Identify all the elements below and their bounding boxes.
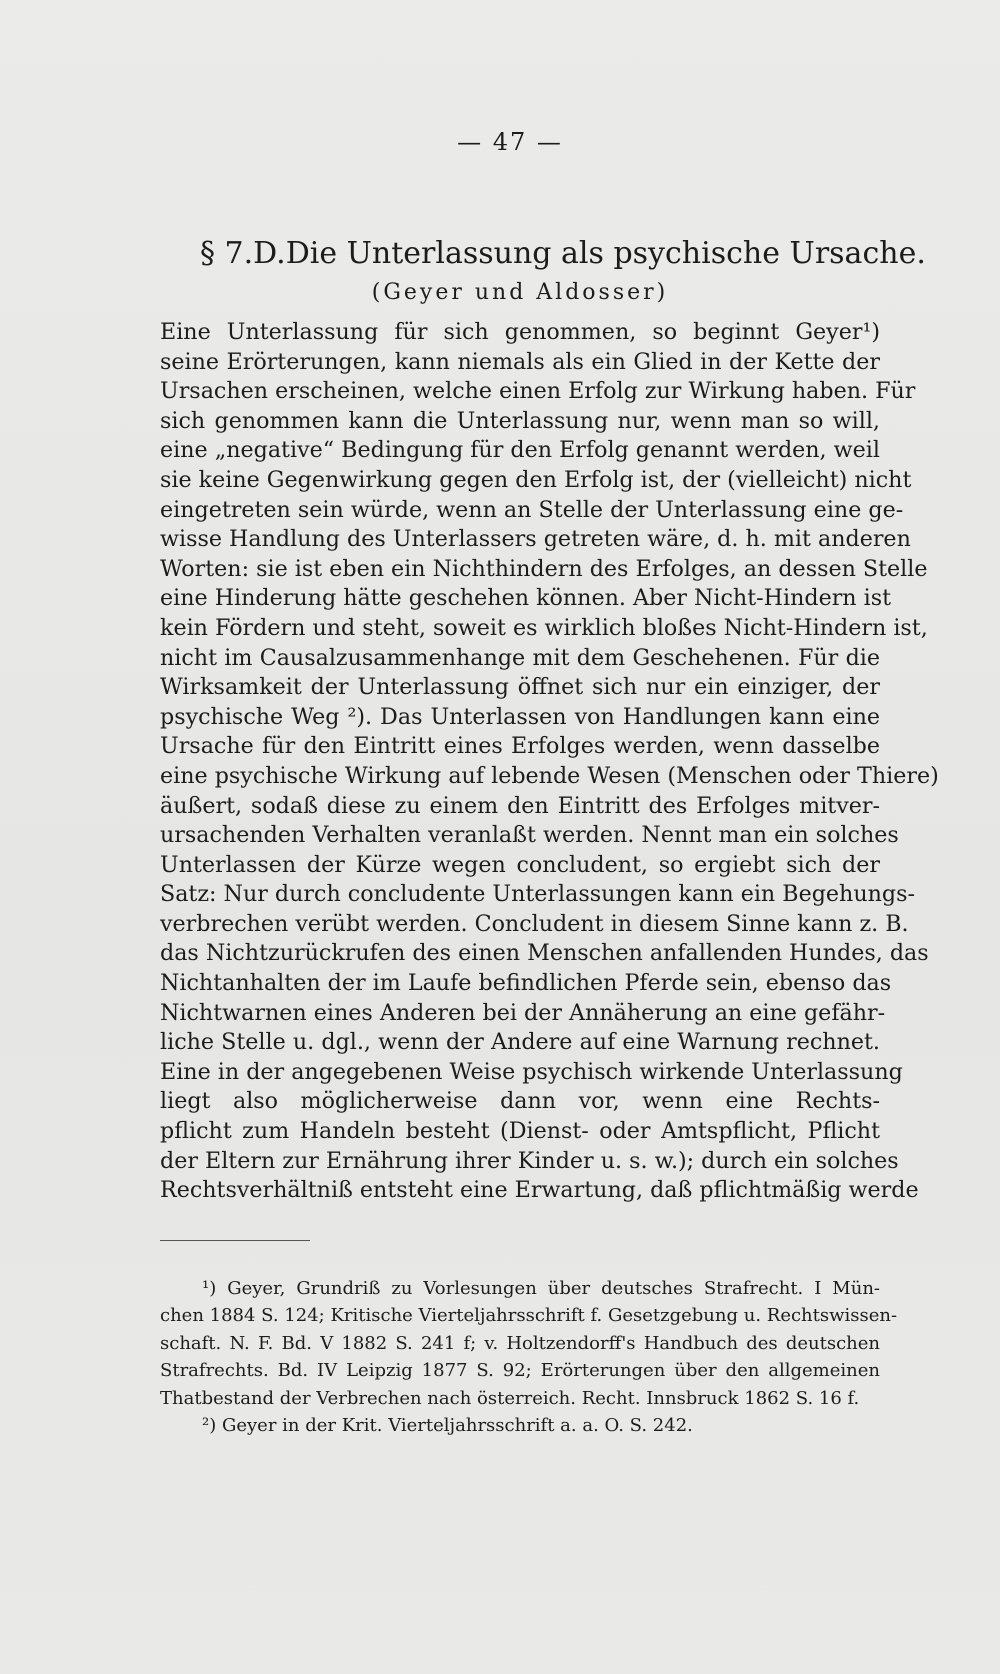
body-line: nicht im Causalzusammenhange mit dem Geschehenen. Für die (160, 644, 880, 671)
section-title: Die Unterlassung als psychische Ursache. (285, 236, 926, 271)
section-number: § 7. (200, 236, 254, 271)
footnote-1-line: schaft. N. F. Bd. V 1882 S. 241 f; v. Holtzendorff's Handbuch des deutschen (160, 1332, 880, 1354)
body-line: eine psychische Wirkung auf lebende Wesen (Menschen oder Thiere) (160, 762, 939, 789)
body-line: das Nichtzurückrufen des einen Menschen anfallenden Hundes, das (160, 940, 929, 967)
body-line: Eine in der angegebenen Weise psychisch wirkende Unterlassung (160, 1058, 903, 1085)
body-line: pflicht zum Handeln besteht (Dienst- oder Amtspflicht, Pflicht (160, 1118, 880, 1145)
body-line: äußert, sodaß diese zu einem den Eintritt des Erfolges mitver- (160, 792, 880, 819)
body-line: seine Erörterungen, kann niemals als ein Glied in der Kette der (160, 348, 880, 375)
footnote-divider (160, 1240, 310, 1241)
footnote-2: ²) Geyer in der Krit. Vierteljahrsschrift a. a. O. S. 242. (202, 1415, 693, 1437)
body-line: verbrechen verübt werden. Concludent in diesem Sinne kann z. B. (160, 910, 909, 937)
section-letter: D. (253, 236, 286, 271)
body-line: ursachenden Verhalten veranlaßt werden. Nennt man ein solches (160, 822, 899, 849)
body-line: Rechtsverhältniß entsteht eine Erwartung, daß pflichtmäßig werde (160, 1177, 919, 1204)
body-line: Worten: sie ist eben ein Nichthindern des Erfolges, an dessen Stelle (160, 555, 928, 582)
footnote-1-line: Thatbestand der Verbrechen nach österreich. Recht. Innsbruck 1862 S. 16 f. (160, 1387, 860, 1409)
footnotes (160, 1275, 898, 1440)
body-line: der Eltern zur Ernährung ihrer Kinder u. s. w.); durch ein solches (160, 1147, 899, 1174)
body-line: sich genommen kann die Unterlassung nur, wenn man so will, (160, 407, 880, 434)
body-line: Ursache für den Eintritt eines Erfolges werden, wenn dasselbe (160, 733, 880, 760)
body-line: eine „negative“ Bedingung für den Erfolg genannt werden, weil (160, 437, 880, 464)
body-line: Wirksamkeit der Unterlassung öffnet sich nur ein einziger, der (160, 674, 880, 701)
body-line: Nichtwarnen eines Anderen bei der Annäherung an eine gefähr- (160, 999, 886, 1026)
section-heading (160, 236, 926, 272)
section-subtitle: (Geyer und Aldosser) (371, 280, 669, 305)
body-line: eingetreten sein würde, wenn an Stelle der Unterlassung eine ge- (160, 496, 904, 523)
body-line: sie keine Gegenwirkung gegen den Erfolg ist, der (vielleicht) nicht (160, 466, 912, 493)
body-line: liegt also möglicherweise dann vor, wenn eine Rechts- (160, 1088, 880, 1115)
body-line: wisse Handlung des Unterlassers getreten wäre, d. h. mit anderen (160, 526, 911, 553)
body-line: Satz: Nur durch concludente Unterlassungen kann ein Begehungs- (160, 881, 915, 908)
body-line: Eine Unterlassung für sich genommen, so beginnt Geyer¹) (160, 319, 880, 345)
body-line: Nichtanhalten der im Laufe befindlichen Pferde sein, ebenso das (160, 970, 892, 997)
body-line: Unterlassen der Kürze wegen concludent, so ergiebt sich der (160, 851, 880, 878)
body-line: liche Stelle u. dgl., wenn der Andere auf eine Warnung rechnet. (160, 1029, 880, 1056)
footnote-1-line: chen 1884 S. 124; Kritische Vierteljahrsschrift f. Gesetzgebung u. Rechtswissen- (160, 1305, 898, 1327)
footnote-1-line: ¹) Geyer, Grundriß zu Vorlesungen über deutsches Strafrecht. I Mün- (202, 1277, 880, 1299)
body-text (160, 318, 939, 1206)
body-line: psychische Weg ²). Das Unterlassen von Handlungen kann eine (160, 703, 880, 730)
page-number: — 47 — (457, 128, 563, 156)
footnote-1-line: Strafrechts. Bd. IV Leipzig 1877 S. 92; Erörterungen über den allgemeinen (160, 1360, 880, 1382)
body-line: eine Hinderung hätte geschehen können. Aber Nicht-Hindern ist (160, 585, 892, 612)
body-line: kein Fördern und steht, soweit es wirklich bloßes Nicht-Hindern ist, (160, 614, 928, 641)
body-line: Ursachen erscheinen, welche einen Erfolg zur Wirkung haben. Für (160, 378, 916, 405)
